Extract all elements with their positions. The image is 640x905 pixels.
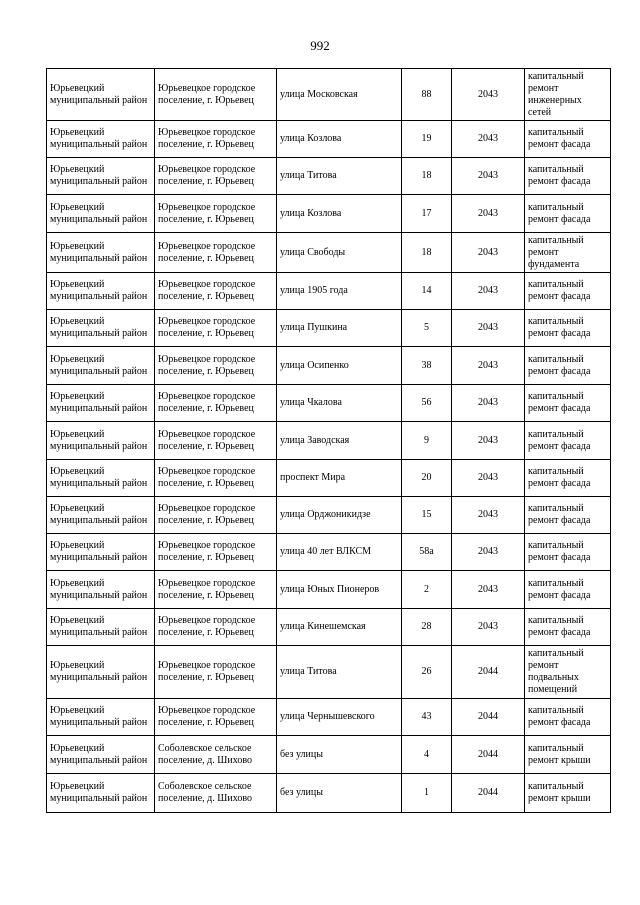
house-number-cell: 1: [402, 774, 452, 813]
work-type-cell: капитальный ремонт фасада: [525, 273, 611, 310]
work-type-cell: капитальный ремонт фасада: [525, 347, 611, 385]
house-number-cell: 20: [402, 460, 452, 497]
year-cell: 2044: [452, 699, 525, 736]
street-cell: улица Московская: [277, 69, 402, 121]
house-number-cell: 2: [402, 571, 452, 609]
year-cell: 2043: [452, 460, 525, 497]
work-type-cell: капитальный ремонт фасада: [525, 699, 611, 736]
house-number-cell: 18: [402, 158, 452, 195]
table-row: [47, 699, 611, 736]
year-cell: 2043: [452, 121, 525, 158]
year-cell: 2043: [452, 195, 525, 233]
district-cell: Юрьевецкий муниципальный район: [47, 195, 155, 233]
year-cell: 2044: [452, 646, 525, 699]
year-cell: 2043: [452, 534, 525, 571]
table-row: [47, 347, 611, 385]
district-cell: Юрьевецкий муниципальный район: [47, 736, 155, 774]
work-type-cell: капитальный ремонт фасада: [525, 460, 611, 497]
district-cell: Юрьевецкий муниципальный район: [47, 497, 155, 534]
table-row: [47, 571, 611, 609]
district-cell: Юрьевецкий муниципальный район: [47, 273, 155, 310]
table-row: [47, 736, 611, 774]
table-row: [47, 609, 611, 646]
work-type-cell: капитальный ремонт крыши: [525, 774, 611, 813]
page-number: 992: [310, 38, 330, 53]
table-body: [47, 69, 611, 813]
year-cell: 2044: [452, 774, 525, 813]
settlement-cell: Юрьевецкое городское поселение, г. Юрьевец: [155, 273, 277, 310]
house-number-cell: 38: [402, 347, 452, 385]
year-cell: 2043: [452, 497, 525, 534]
settlement-cell: Юрьевецкое городское поселение, г. Юрьевец: [155, 534, 277, 571]
table-row: [47, 422, 611, 460]
district-cell: Юрьевецкий муниципальный район: [47, 571, 155, 609]
work-type-cell: капитальный ремонт фасада: [525, 121, 611, 158]
work-type-cell: капитальный ремонт фасада: [525, 571, 611, 609]
work-type-cell: капитальный ремонт фасада: [525, 609, 611, 646]
year-cell: 2044: [452, 736, 525, 774]
table-row: [47, 385, 611, 422]
settlement-cell: Соболевское сельское поселение, д. Шихово: [155, 736, 277, 774]
table-row: [47, 460, 611, 497]
street-cell: улица Титова: [277, 158, 402, 195]
district-cell: Юрьевецкий муниципальный район: [47, 534, 155, 571]
settlement-cell: Юрьевецкое городское поселение, г. Юрьевец: [155, 646, 277, 699]
table-row: [47, 310, 611, 347]
street-cell: улица Кинешемская: [277, 609, 402, 646]
work-type-cell: капитальный ремонт фасада: [525, 310, 611, 347]
settlement-cell: Юрьевецкое городское поселение, г. Юрьевец: [155, 121, 277, 158]
settlement-cell: Юрьевецкое городское поселение, г. Юрьевец: [155, 158, 277, 195]
year-cell: 2043: [452, 69, 525, 121]
year-cell: 2043: [452, 310, 525, 347]
street-cell: улица Орджоникидзе: [277, 497, 402, 534]
house-number-cell: 88: [402, 69, 452, 121]
district-cell: Юрьевецкий муниципальный район: [47, 310, 155, 347]
house-number-cell: 15: [402, 497, 452, 534]
settlement-cell: Юрьевецкое городское поселение, г. Юрьевец: [155, 347, 277, 385]
table-row: [47, 121, 611, 158]
house-number-cell: 18: [402, 233, 452, 273]
house-number-cell: 5: [402, 310, 452, 347]
street-cell: улица Заводская: [277, 422, 402, 460]
table-row: [47, 69, 611, 121]
table-row: [47, 646, 611, 699]
year-cell: 2043: [452, 385, 525, 422]
settlement-cell: Юрьевецкое городское поселение, г. Юрьевец: [155, 497, 277, 534]
work-type-cell: капитальный ремонт фасада: [525, 195, 611, 233]
work-type-cell: капитальный ремонт фасада: [525, 534, 611, 571]
settlement-cell: Юрьевецкое городское поселение, г. Юрьевец: [155, 422, 277, 460]
street-cell: улица 40 лет ВЛКСМ: [277, 534, 402, 571]
district-cell: Юрьевецкий муниципальный район: [47, 774, 155, 813]
repair-schedule-table: [46, 68, 611, 813]
year-cell: 2043: [452, 422, 525, 460]
street-cell: улица Чернышевского: [277, 699, 402, 736]
district-cell: Юрьевецкий муниципальный район: [47, 158, 155, 195]
year-cell: 2043: [452, 158, 525, 195]
table-row: [47, 233, 611, 273]
district-cell: Юрьевецкий муниципальный район: [47, 460, 155, 497]
district-cell: Юрьевецкий муниципальный район: [47, 385, 155, 422]
work-type-cell: капитальный ремонт фундамента: [525, 233, 611, 273]
street-cell: улица Свободы: [277, 233, 402, 273]
table-row: [47, 497, 611, 534]
settlement-cell: Юрьевецкое городское поселение, г. Юрьевец: [155, 385, 277, 422]
work-type-cell: капитальный ремонт подвальных помещений: [525, 646, 611, 699]
house-number-cell: 17: [402, 195, 452, 233]
street-cell: улица Титова: [277, 646, 402, 699]
work-type-cell: капитальный ремонт фасада: [525, 385, 611, 422]
house-number-cell: 58а: [402, 534, 452, 571]
settlement-cell: Соболевское сельское поселение, д. Шихово: [155, 774, 277, 813]
year-cell: 2043: [452, 571, 525, 609]
table-row: [47, 158, 611, 195]
street-cell: без улицы: [277, 736, 402, 774]
work-type-cell: капитальный ремонт фасада: [525, 158, 611, 195]
street-cell: улица Чкалова: [277, 385, 402, 422]
district-cell: Юрьевецкий муниципальный район: [47, 347, 155, 385]
district-cell: Юрьевецкий муниципальный район: [47, 233, 155, 273]
district-cell: Юрьевецкий муниципальный район: [47, 69, 155, 121]
house-number-cell: 43: [402, 699, 452, 736]
street-cell: улица Юных Пионеров: [277, 571, 402, 609]
settlement-cell: Юрьевецкое городское поселение, г. Юрьевец: [155, 195, 277, 233]
settlement-cell: Юрьевецкое городское поселение, г. Юрьевец: [155, 460, 277, 497]
settlement-cell: Юрьевецкое городское поселение, г. Юрьевец: [155, 699, 277, 736]
settlement-cell: Юрьевецкое городское поселение, г. Юрьевец: [155, 233, 277, 273]
table-row: [47, 195, 611, 233]
settlement-cell: Юрьевецкое городское поселение, г. Юрьевец: [155, 571, 277, 609]
house-number-cell: 4: [402, 736, 452, 774]
house-number-cell: 14: [402, 273, 452, 310]
table-row: [47, 273, 611, 310]
house-number-cell: 26: [402, 646, 452, 699]
house-number-cell: 9: [402, 422, 452, 460]
work-type-cell: капитальный ремонт фасада: [525, 422, 611, 460]
street-cell: улица Осипенко: [277, 347, 402, 385]
district-cell: Юрьевецкий муниципальный район: [47, 699, 155, 736]
table-row: [47, 774, 611, 813]
house-number-cell: 28: [402, 609, 452, 646]
work-type-cell: капитальный ремонт фасада: [525, 497, 611, 534]
table-row: [47, 534, 611, 571]
street-cell: улица Пушкина: [277, 310, 402, 347]
street-cell: улица 1905 года: [277, 273, 402, 310]
house-number-cell: 19: [402, 121, 452, 158]
year-cell: 2043: [452, 273, 525, 310]
district-cell: Юрьевецкий муниципальный район: [47, 609, 155, 646]
year-cell: 2043: [452, 233, 525, 273]
work-type-cell: капитальный ремонт крыши: [525, 736, 611, 774]
district-cell: Юрьевецкий муниципальный район: [47, 646, 155, 699]
district-cell: Юрьевецкий муниципальный район: [47, 121, 155, 158]
settlement-cell: Юрьевецкое городское поселение, г. Юрьевец: [155, 609, 277, 646]
street-cell: улица Козлова: [277, 195, 402, 233]
year-cell: 2043: [452, 347, 525, 385]
street-cell: проспект Мира: [277, 460, 402, 497]
settlement-cell: Юрьевецкое городское поселение, г. Юрьевец: [155, 69, 277, 121]
district-cell: Юрьевецкий муниципальный район: [47, 422, 155, 460]
street-cell: без улицы: [277, 774, 402, 813]
year-cell: 2043: [452, 609, 525, 646]
work-type-cell: капитальный ремонт инженерных сетей: [525, 69, 611, 121]
settlement-cell: Юрьевецкое городское поселение, г. Юрьевец: [155, 310, 277, 347]
street-cell: улица Козлова: [277, 121, 402, 158]
house-number-cell: 56: [402, 385, 452, 422]
